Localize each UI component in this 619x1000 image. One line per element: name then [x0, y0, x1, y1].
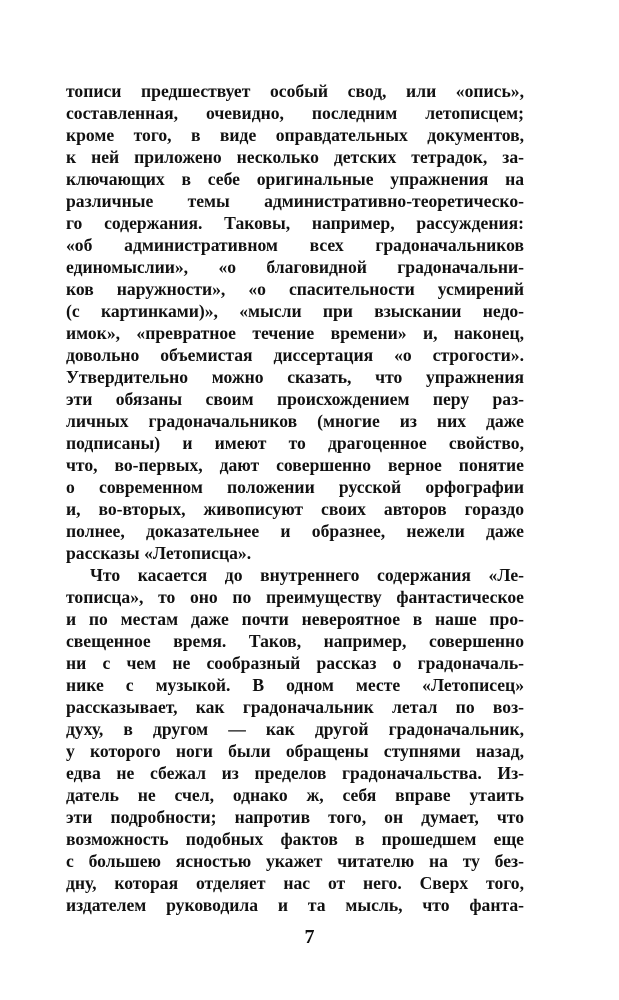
text-line: рассказы «Летописца».: [66, 543, 252, 563]
text-line: го содержания. Таковы, например, рассуждения:: [66, 213, 524, 233]
text-line: дну, которая отделяет нас от него. Сверх того,: [66, 873, 524, 893]
text-line: Утвердительно можно сказать, что упражнения: [66, 367, 524, 387]
text-line: свещенное время. Таков, например, совершенно: [66, 631, 524, 651]
text-line: довольно объемистая диссертация «о строгости».: [66, 345, 524, 365]
text-line: с большею ясностью укажет читателю на ту без-: [66, 851, 524, 871]
text-line: к ней приложено несколько детских тетрадок, за-: [66, 147, 524, 167]
text-line: датель не счел, однако ж, себя вправе утаить: [66, 785, 524, 805]
text-line: издателем руководила и та мысль, что фанта-: [66, 895, 524, 915]
text-line: возможность подобных фактов в прошедшем еще: [66, 829, 524, 849]
text-line: личных градоначальников (многие из них даже: [66, 411, 524, 431]
text-line: тописи предшествует особый свод, или «опись»,: [66, 81, 524, 101]
paragraph-first-line: Что касается до внутреннего содержания «Ле-: [90, 565, 524, 585]
text-line: (с картинками)», «мысли при взыскании недо-: [66, 301, 524, 321]
text-line: эти обязаны своим происхождением перу раз-: [66, 389, 524, 409]
text-line: нике с музыкой. В одном месте «Летописец»: [66, 675, 524, 695]
text-line: и, во-вторых, живописуют своих авторов гораздо: [66, 499, 524, 519]
text-line: и по местам даже почти невероятное в наше про-: [66, 609, 524, 629]
text-line: духу, в другом — как другой градоначальник,: [66, 719, 524, 739]
text-line: что, во-первых, дают совершенно верное понятие: [66, 455, 524, 475]
text-line: ков наружности», «о спасительности усмирений: [66, 279, 524, 299]
text-line: единомыслии», «о благовидной градоначальни-: [66, 257, 524, 277]
text-line: тописца», то оно по преимуществу фантастическое: [66, 587, 524, 607]
page-number: 7: [304, 926, 315, 948]
text-line: кроме того, в виде оправдательных документов,: [66, 125, 524, 145]
text-line: эти подробности; напротив того, он думает, что: [66, 807, 524, 827]
text-line: «об административном всех градоначальников: [66, 235, 524, 255]
text-line: имок», «превратное течение времени» и, наконец,: [66, 323, 524, 343]
text-line: ключающих в себе оригинальные упражнения на: [66, 169, 524, 189]
text-line: у которого ноги были обращены ступнями назад,: [66, 741, 524, 761]
text-line: рассказывает, как градоначальник летал по воз-: [66, 697, 524, 717]
text-line: едва не сбежал из пределов градоначальства. Из-: [66, 763, 524, 783]
text-line: полнее, доказательнее и образнее, нежели даже: [66, 521, 524, 541]
text-line: различные темы административно-теоретическо-: [66, 191, 524, 211]
text-line: ни с чем не сообразный рассказ о градоначаль-: [66, 653, 524, 673]
text-line: о современном положении русской орфографии: [66, 477, 524, 497]
text-line: составленная, очевидно, последним летописцем;: [66, 103, 524, 123]
text-line: подписаны) и имеют то драгоценное свойство,: [66, 433, 524, 453]
